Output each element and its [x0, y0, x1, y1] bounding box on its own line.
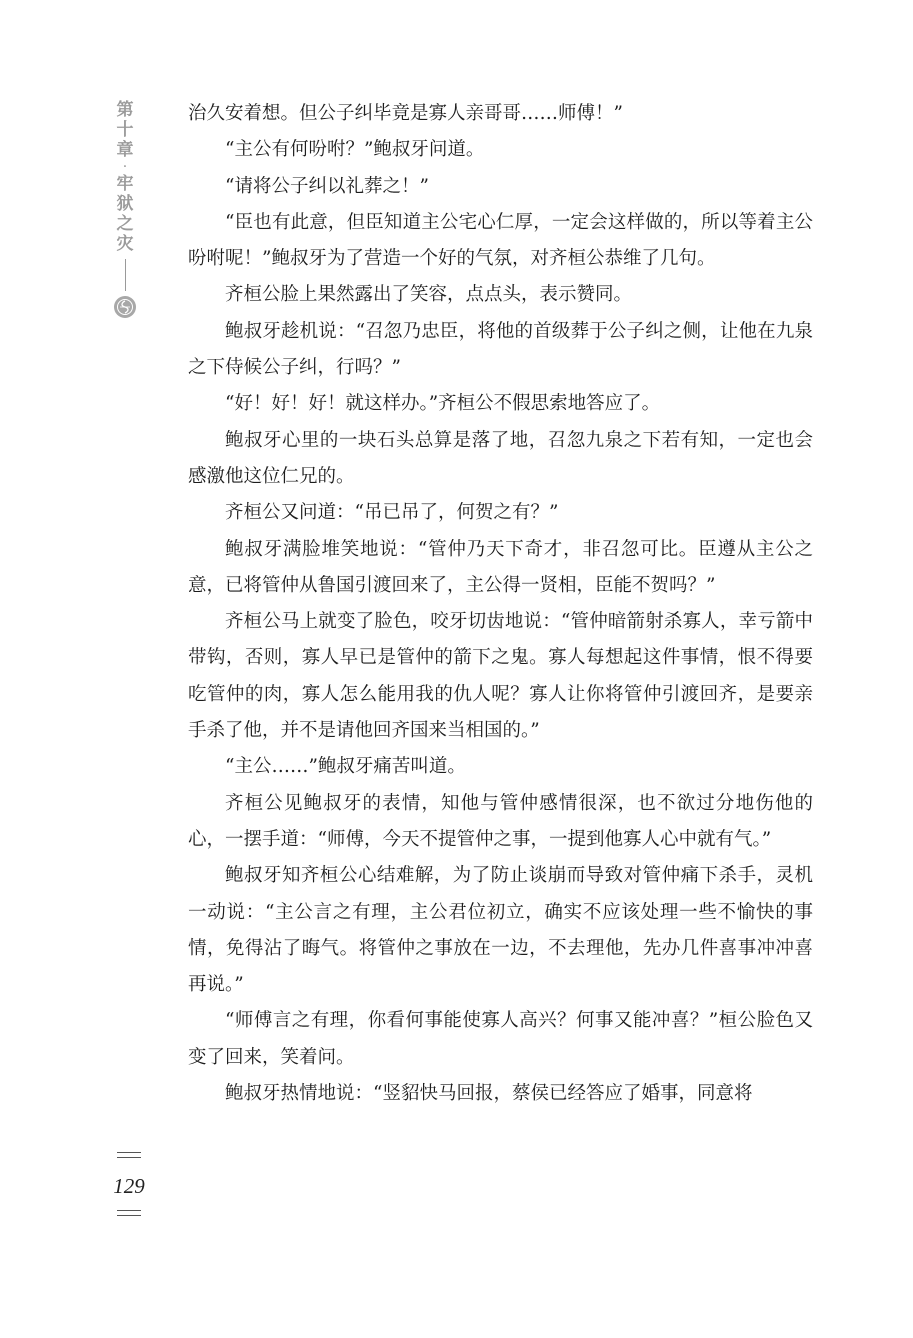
folio-rule-bottom: [117, 1210, 141, 1216]
paragraph: 鲍叔牙知齐桓公心结难解，为了防止谈崩而导致对管仲痛下杀手，灵机一动说：“主公言之有理，主公君位初立，确实不应该处理一些不愉快的事情，免得沾了晦气。将管仲之事放在一边，不去理他，先办几件喜事冲冲喜再说。”: [188, 865, 813, 996]
chapter-divider: [125, 259, 126, 291]
paragraph: “好！好！好！就这样办。”齐桓公不假思索地答应了。: [225, 393, 661, 415]
paragraph: 鲍叔牙热情地说：“竖貂快马回报，蔡侯已经答应了婚事，同意将: [225, 1083, 753, 1105]
paragraph: 齐桓公见鲍叔牙的表情，知他与管仲感情很深，也不欲过分地伤他的心，一摆手道：“师傅，今天不提管仲之事，一提到他寡人心中就有气。”: [188, 792, 813, 850]
ornament-emblem-icon: [114, 296, 136, 318]
paragraph: 鲍叔牙满脸堆笑地说：“管仲乃天下奇才，非召忽可比。臣遵从主公之意，已将管仲从鲁国引渡回来了，主公得一贤相，臣能不贺吗？”: [188, 538, 813, 596]
chapter-title-char: 狱: [116, 194, 134, 214]
paragraph: 鲍叔牙趁机说：“召忽乃忠臣，将他的首级葬于公子纠之侧，让他在九泉之下侍候公子纠，行吗？”: [188, 320, 813, 379]
paragraph: “师傅言之有理，你看何事能使寡人高兴？何事又能冲喜？”桓公脸色又变了回来，笑着问。: [188, 1010, 813, 1068]
paragraph: “主公有何吩咐？”鲍叔牙问道。: [225, 139, 485, 161]
chapter-title-char: 第: [116, 100, 134, 120]
paragraph: 齐桓公又问道：“吊已吊了，何贺之有？”: [225, 502, 559, 524]
chapter-title-separator: ·: [122, 159, 128, 175]
chapter-title-char: 牢: [116, 174, 134, 194]
folio-rule-top: [117, 1152, 141, 1158]
paragraph: “臣也有此意，但臣知道主公宅心仁厚，一定会这样做的，所以等着主公吩咐呢！”鲍叔牙为了营造一个好的气氛，对齐桓公恭维了几句。: [188, 211, 813, 270]
page-number: 129: [113, 1174, 145, 1198]
page-folio: [104, 1152, 154, 1216]
chapter-title-char: 十: [116, 120, 134, 140]
chapter-title-char: 灾: [116, 234, 134, 254]
chapter-sidebar: [112, 100, 138, 318]
paragraph: “主公……”鲍叔牙痛苦叫道。: [225, 756, 466, 778]
body-text: [188, 96, 813, 1112]
paragraph: 齐桓公马上就变了脸色，咬牙切齿地说：“管仲暗箭射杀寡人，幸亏箭中带钩，否则，寡人早已是管仲的箭下之鬼。寡人每想起这件事情，恨不得要吃管仲的肉，寡人怎么能用我的仇人呢？寡人让你将管仲引渡回齐，是要亲手杀了他，并不是请他回齐国来当相国的。”: [188, 611, 813, 742]
chapter-title-char: 之: [116, 214, 134, 234]
paragraph: 鲍叔牙心里的一块石头总算是落了地，召忽九泉之下若有知，一定也会感激他这位仁兄的。: [188, 429, 813, 487]
chapter-title-char: 章: [116, 140, 134, 160]
paragraph: “请将公子纠以礼葬之！”: [225, 175, 429, 197]
paragraph: 齐桓公脸上果然露出了笑容，点点头，表示赞同。: [225, 284, 633, 306]
paragraph: 治久安着想。但公子纠毕竟是寡人亲哥哥……师傅！”: [188, 103, 623, 124]
